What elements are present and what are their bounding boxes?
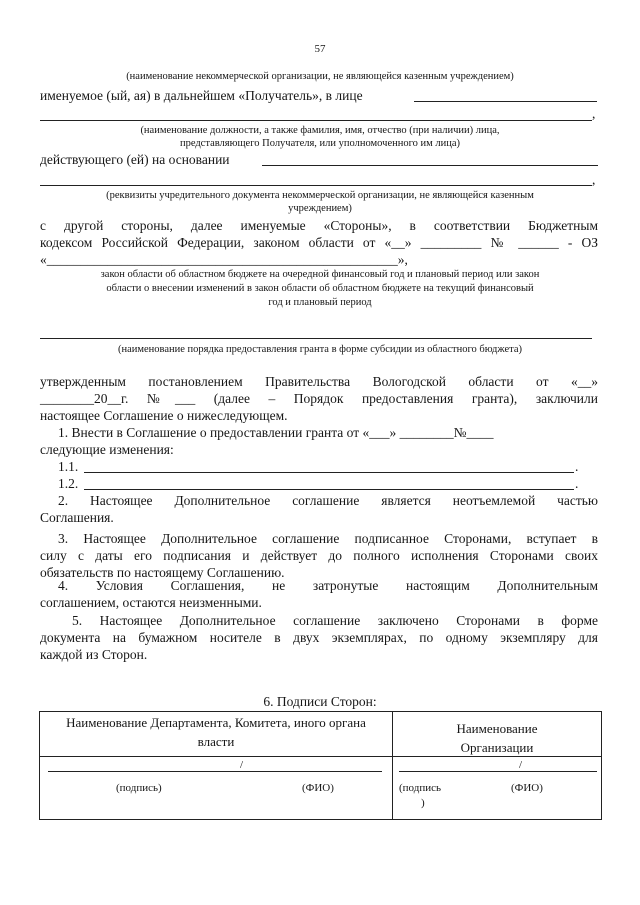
item-1-line-2: следующие изменения:: [40, 442, 174, 457]
caption-law-3: год и плановый период: [268, 297, 372, 308]
item-2-line-2: Соглашения.: [40, 510, 114, 525]
signatures-table: [39, 711, 602, 820]
blank-procedure: [40, 338, 592, 339]
caption-organization: (наименование некоммерческой организации, не являющейся казенным учреждением): [126, 71, 514, 82]
item-5-line-1: 5. Настоящее Дополнительное соглашение заключено Сторонами в форме: [72, 613, 598, 628]
item-2-line-1: 2. Настоящее Дополнительное соглашение является неотъемлемой частью: [58, 493, 598, 508]
item-3-line-2: силу с даты его подписания и действует до полного исполнения Сторонами своих: [40, 548, 598, 563]
item-5-line-3: каждой из Сторон.: [40, 647, 148, 662]
left-sign-label: (подпись): [116, 782, 162, 794]
caption-position: (наименование должности, а также фамилия, имя, отчество (при наличии) лица,: [140, 125, 500, 136]
para-parties-1: с другой стороны, далее именуемые «Стороны», в соответствии Бюджетным: [40, 218, 598, 233]
text-acting: действующего (ей) на основании: [40, 152, 230, 167]
blank-representative: [414, 101, 597, 102]
item-1-1: 1.1.: [58, 459, 79, 474]
item-3-line-1: 3. Настоящее Дополнительное соглашение подписанное Сторонами, вступает в: [58, 531, 598, 546]
blank-item-1-1: [84, 472, 574, 473]
para-approved-1: утвержденным постановлением Правительства Вологодской области от «__»: [40, 374, 598, 389]
caption-requisites: (реквизиты учредительного документа некоммерческой организации, не являющейся казенным: [106, 190, 534, 201]
item-4-line-2: соглашением, остаются неизменными.: [40, 595, 262, 610]
caption-law-2: области о внесении изменений в закон области об областном бюджете на текущий финансовый: [106, 283, 534, 294]
caption-position-2: представляющего Получателя, или уполномоченного им лица): [179, 138, 461, 149]
caption-requisites-2: учреждением): [288, 203, 352, 214]
para-parties-2: кодексом Российской Федерации, законом области от «__» _________ № ______ - ОЗ: [40, 235, 598, 250]
blank-item-1-2: [84, 489, 574, 490]
document-page: 57 (наименование некоммерческой организации, не являющейся казенным учреждением) именуемое (ый, ая) в дальнейшем «Получатель», в лице , (наименование должности, а также фамилия, имя, отчество (при наличии) лица, представляющего Получателя, или уполномоченного им лица) действующего (ей) на основании , (реквизиты учредительного документа некоммерческой организации, не являющейся казенным учреждением) с другой стороны, далее именуемые «Стороны», в соответствии Бюджетным кодексом Российской Федерации, законом области от «__» _________ № ______ - ОЗ «____________________________________________________», закон области об областном бюджете на очередной финансовый год и плановый период или закон области о внесении изменений в закон области об областном бюджете на текущий финансовый год и плановый период (наименование порядка предоставления гранта в форме субсидии из областного бюджета) утвержденным постановлением Правительства Вологодской области от «__» ________20__г. №___ (далее – Порядок предоставления гранта), заключили настоящее Соглашение о нижеследующем. 1. Внести в Соглашение о предоставлении гранта от «___» ________№____ следующие изменения: 1.1. . 1.2. . 2. Настоящее Дополнительное соглашение является неотъемлемой частью Соглашения. 3. Настоящее Дополнительное соглашение подписанное Сторонами, вступает в силу с даты его подписания и действует до полного исполнения Сторонами своих обязательств по настоящему Соглашению. 4. Условия Соглашения, не затронутые настоящим Дополнительным соглашением, остаются неизменными. 5. Настоящее Дополнительное соглашение заключено Сторонами в форме документа на бумажном носителе в двух экземплярах, по одному экземпляру для каждой из Сторон. 6. Подписи Сторон: Наименование Департамента, Комитета, иного органа власти Наименование Организации / (подпись) (ФИО) / (подпись ) (ФИО): [0, 0, 640, 905]
para-approved-2: ________20__г. №___ (далее – Порядок предоставления гранта), заключили: [40, 391, 598, 406]
right-party-header: Наименование Организации: [393, 712, 602, 757]
text-imenuemoe: именуемое (ый, ая) в дальнейшем «Получатель», в лице: [40, 88, 363, 103]
right-sign-label: (подпись: [399, 782, 442, 794]
item-3-line-3: обязательств по настоящему Соглашению.: [40, 565, 285, 580]
caption-law: закон области об областном бюджете на очередной финансовый год и плановый период или закон: [100, 269, 540, 280]
caption-procedure: (наименование порядка предоставления гранта в форме субсидии из областного бюджета): [117, 344, 523, 355]
left-fio-label: (ФИО): [302, 782, 334, 794]
item-1-line-1: 1. Внести в Соглашение о предоставлении гранта от «___» ________№____: [58, 425, 494, 440]
right-fio-label: (ФИО): [511, 782, 543, 794]
blank-requisites: [40, 185, 592, 186]
page-number: 57: [314, 43, 326, 55]
left-signature-line: [48, 771, 382, 772]
signatures-title: 6. Подписи Сторон:: [263, 694, 377, 709]
para-approved-3: настоящее Соглашение о нижеследующем.: [40, 408, 288, 423]
item-4-line-1: 4. Условия Соглашения, не затронутые настоящим Дополнительным: [58, 578, 598, 593]
right-signature-cell: / (подпись ) (ФИО): [393, 757, 602, 820]
right-signature-line: [399, 771, 597, 772]
left-party-header: Наименование Департамента, Комитета, иного органа власти: [40, 712, 393, 757]
blank-basis: [262, 165, 598, 166]
item-1-2: 1.2.: [58, 476, 79, 491]
left-signature-cell: / (подпись) (ФИО): [40, 757, 393, 820]
blank-position: [40, 120, 592, 121]
item-5-line-2: документа на бумажном носителе в двух экземплярах, по одному экземпляру для: [40, 630, 598, 645]
para-parties-3: «____________________________________________________»,: [40, 252, 408, 267]
